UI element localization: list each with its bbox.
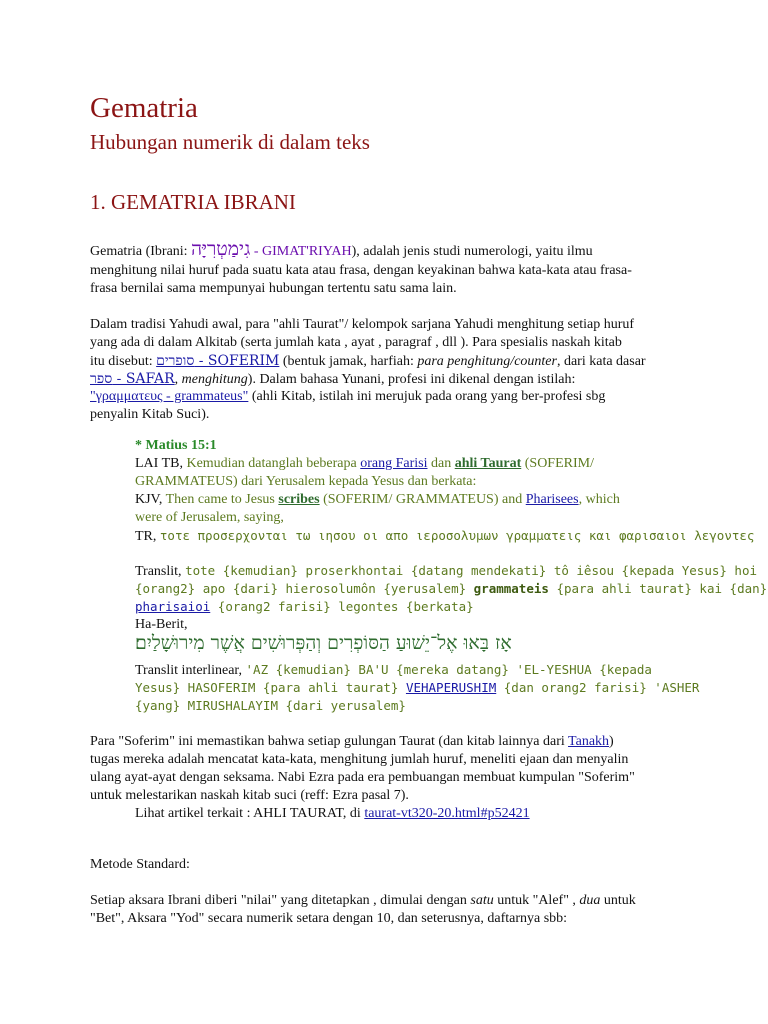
verse-text: Then came to Jesus (165, 492, 279, 507)
verse-text: Kemudian datanglah beberapa (186, 456, 361, 471)
related-article-line (135, 805, 530, 823)
intro-text: Gematria (Ibrani: (90, 244, 192, 259)
tradition-line-2: yang ada di dalam Alkitab (serta jumlah kata , ayat , paragraf , dll ). Para spesialis naskah kitab (90, 335, 622, 350)
text: ). Dalam bahasa Yunani, profesi ini dikenal dengan istilah: (247, 372, 576, 387)
section-heading: 1. GEMATRIA IBRANI (90, 190, 296, 214)
italic-text: satu (470, 893, 494, 908)
version-label: LAI TB, (135, 456, 187, 471)
text: itu disebut: (90, 354, 157, 369)
interlinear-line-1 (135, 661, 652, 680)
taurat-article-link[interactable]: taurat-vt320-20.html#p52421 (364, 806, 530, 821)
aksara-line-2: "Bet", Aksara "Yod" secara numerik setara dengan 10, dan seterusnya, daftarnya sbb: (90, 911, 568, 926)
verse-text: , which (578, 492, 620, 507)
grammateus-link[interactable]: "γραμματευς - grammateus" (90, 389, 249, 404)
verse-text: dan (427, 456, 455, 471)
greek-text: τοτε προσερχονται τω ιησου οι απο ιεροσολυμων γραμματεις και φαρισαιοι λεγοντες (159, 528, 755, 543)
soferim-line-3: ulang ayat-ayat dengan seksama. Nabi Ezra pada era pembuangan membuat kumpulan "Soferim" (90, 770, 635, 785)
text: Para "Soferim" ini memastikan bahwa setiap gulungan Taurat (dan kitab lainnya dari (90, 734, 569, 749)
ahli-taurat-link[interactable]: ahli Taurat (454, 456, 522, 471)
tradition-line-1: Dalam tradisi Yahudi awal, para "ahli Taurat"/ kelompok sarjana Yahudi menghitung setiap huruf (90, 317, 635, 332)
pharisees-link[interactable]: Pharisees (525, 492, 579, 507)
tr-line (135, 527, 754, 546)
text: untuk (600, 893, 636, 908)
interlinear-text: Yesus} HASOFERIM {para ahli taurat} (135, 680, 406, 695)
tanakh-link[interactable]: Tanakh (568, 734, 610, 749)
page-title: Gematria (90, 92, 198, 124)
tradition-line-6: penyalin Kitab Suci). (90, 407, 210, 422)
soferim-line-2: tugas mereka adalah mencatat kata-kata, menghitung jumlah huruf, meneliti ejaan dan menyalin (90, 752, 629, 767)
pharisaioi-link[interactable]: pharisaioi (135, 599, 211, 614)
intro-text-cont: ), adalah jenis studi numerologi, yaitu ilmu (351, 244, 593, 259)
interlinear-line-3: {yang} MIRUSHALAYIM {dari yerusalem} (135, 698, 406, 713)
interlinear-line-2 (135, 679, 699, 698)
translit-bold: grammateis (473, 581, 549, 596)
translit-line-2 (135, 580, 767, 599)
farisi-link[interactable]: orang Farisi (360, 456, 428, 471)
interlinear-text: {dan orang2 farisi} 'ASHER (496, 680, 700, 695)
text: untuk "Alef" , (493, 893, 580, 908)
intro-line-3: frasa bernilai sama mempunyai hubungan tertentu satu sama lain. (90, 281, 457, 296)
kjv-line-1 (135, 491, 620, 509)
lai-line-1 (135, 455, 594, 473)
tradition-line-5 (90, 388, 605, 406)
translit-text: {orang2} apo {dari} hierosolumôn {yerusalem} (135, 581, 474, 596)
scribes-link[interactable]: scribes (278, 492, 320, 507)
hebrew-verse: אָז בָּאוּ אֶל־יֵשׁוּעַ הַסּוֹפְרִים וְהַפְּרוּשִׁים אֲשֶׁר מִירוּשָׁלַיִם׃ (135, 632, 512, 654)
italic-text: menghitung (181, 372, 248, 387)
text: Lihat artikel terkait : AHLI TAURAT, di (135, 806, 365, 821)
translit-text: tote {kemudian} proserkhontai {datang mendekati} tô iêsou {kepada Yesus} hoi (185, 563, 758, 578)
aksara-line-1 (90, 892, 636, 910)
translit-text: {orang2 farisi} legontes {berkata} (210, 599, 474, 614)
translit-line-1 (135, 562, 757, 581)
translit-line-3 (135, 598, 474, 617)
lai-line-2: GRAMMATEUS) dari Yerusalem kepada Yesus dan berkata: (135, 474, 477, 489)
hebrew-gematria: גִימַטְרִיָּה (191, 238, 251, 260)
verse-text: (SOFERIM/ (521, 456, 594, 471)
safar-link[interactable]: ספר - SAFAR (90, 371, 175, 387)
page-subtitle: Hubungan numerik di dalam teks (90, 130, 370, 154)
intro-line-2: menghitung nilai huruf pada suatu kata atau frasa, dengan keyakinan bahwa kata-kata atau frasa- (90, 263, 632, 278)
text: (ahli Kitab, istilah ini merujuk pada orang yang ber-profesi sbg (248, 389, 606, 404)
translit-text: {para ahli taurat} kai {dan} (548, 581, 768, 596)
text: , dari kata dasar (556, 354, 646, 369)
interlinear-text: 'AZ {kemudian} BA'U {mereka datang} 'EL-YESHUA {kepada (245, 662, 652, 677)
tradition-line-3 (90, 352, 646, 371)
text: Setiap aksara Ibrani diberi "nilai" yang ditetapkan , dimulai dengan (90, 893, 471, 908)
haberit-label: Ha-Berit, (135, 617, 188, 632)
verse-heading: * Matius 15:1 (135, 438, 217, 453)
text: (bentuk jamak, harfiah: (279, 354, 418, 369)
text: ) (609, 734, 614, 749)
tradition-line-4 (90, 370, 575, 389)
soferim-line-4: untuk melestarikan naskah kitab suci (reff: Ezra pasal 7). (90, 788, 409, 803)
italic-text: dua (579, 893, 601, 908)
version-label: Translit, (135, 564, 186, 579)
metode-heading: Metode Standard: (90, 857, 190, 872)
verse-text: (SOFERIM/ GRAMMATEUS) and (319, 492, 526, 507)
kjv-line-2: were of Jerusalem, saying, (135, 510, 284, 525)
soferim-link[interactable]: סופרים - SOFERIM (156, 353, 280, 369)
version-label: Translit interlinear, (135, 663, 246, 678)
version-label: KJV, (135, 492, 166, 507)
text: , (174, 372, 182, 387)
version-label: TR, (135, 529, 160, 544)
soferim-line-1 (90, 733, 614, 751)
intro-line-1 (90, 240, 593, 261)
vehaperushim-link[interactable]: VEHAPERUSHIM (405, 680, 497, 695)
italic-text: para penghitung/counter (417, 354, 557, 369)
gimatriyah-translit: - GIMAT'RIYAH (250, 244, 352, 259)
